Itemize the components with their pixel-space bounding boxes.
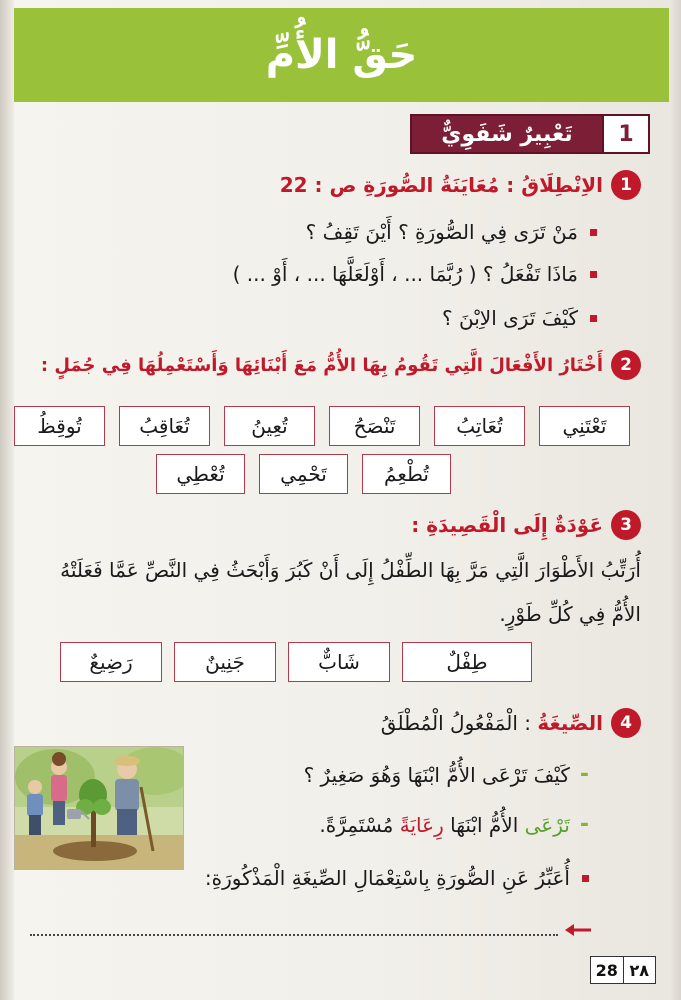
header-banner [14, 8, 669, 102]
q3-paragraph: أُرَتِّبُ الأَطْوَارَ الَّتِي مَرَّ بِهَا الطِّفْلُ إِلَى أَنْ كَبُرَ وَأَبْحَثُ فِي النَّصِّ عَمَّا فَعَلَتْهُ الأُمُّ فِي كُلِّ طَوْرٍ. [60, 558, 641, 626]
page-edge [669, 0, 681, 1000]
q1-title: الاِنْطِلَاقُ : مُعَايَنَةُ الصُّورَةِ ص : 22 [279, 173, 603, 197]
section-banner [410, 114, 650, 154]
q4-masdar: رِعَايَةً [399, 812, 444, 837]
q3-word-row [60, 642, 532, 682]
page-spine [0, 0, 14, 1000]
q2-number-badge: 2 [611, 350, 641, 380]
dash-icon: - [579, 762, 589, 787]
q4-line-1-text: كَيْفَ تَرْعَى الأُمُّ ابْنَهَا وَهُوَ صَغِيرٌ ؟ [303, 762, 570, 787]
dash-icon: - [579, 812, 589, 837]
illustration-icon [15, 747, 184, 870]
answer-dotted-line[interactable] [30, 922, 558, 936]
q1-number-badge: 1 [611, 170, 641, 200]
section-number: 1 [602, 116, 648, 152]
q4-title-label: الصِّيغَةُ [537, 711, 603, 735]
word-box: تُعَاتِبُ [434, 406, 525, 446]
q4-line-3 [205, 866, 589, 890]
word-box: تُعْطِي [156, 454, 245, 494]
bullet-square-icon [590, 271, 597, 278]
q3-title: عَوْدَةٌ إِلَى الْقَصِيدَةِ : [411, 513, 603, 537]
q4-line-2-mid: الأُمُّ ابْنَهَا [443, 812, 525, 837]
q4-number-badge: 4 [611, 708, 641, 738]
word-box: تُوقِظُ [14, 406, 105, 446]
q3-heading [411, 510, 641, 540]
q1-heading [280, 170, 641, 200]
q4-title-rest: : الْمَفْعُولُ الْمُطْلَقُ [380, 711, 538, 735]
q4-line-1 [304, 762, 589, 787]
q3-number-badge: 3 [611, 510, 641, 540]
q4-line-2-end: مُسْتَمِرَّةً. [319, 812, 400, 837]
q2-word-row-1 [14, 406, 630, 446]
q1-bullet-text: مَاذَا تَفْعَلُ ؟ ( رُبَّمَا ... ، أَوْلَعَلَّهَا ... ، أَوْ ... ) [232, 262, 578, 286]
word-box: طِفْلٌ [402, 642, 532, 682]
q4-line-3-text: أُعَبِّرُ عَنِ الصُّورَةِ بِاسْتِعْمَالِ الصِّيغَةِ الْمَذْكُورَةِ: [204, 866, 570, 890]
word-box: جَنِينٌ [174, 642, 276, 682]
word-box: تُطْعِمُ [362, 454, 451, 494]
word-box: شَابٌّ [288, 642, 390, 682]
q2-word-row-2 [156, 454, 451, 494]
q1-bullet-1 [306, 220, 597, 244]
q1-bullet-3 [442, 306, 597, 330]
section-label: تَعْبِيرٌ شَفَوِيٌّ [441, 121, 573, 147]
word-box: رَضِيعٌ [60, 642, 162, 682]
word-box: تَحْمِي [259, 454, 348, 494]
q1-bullet-text: كَيْفَ تَرَى الاِبْنَ ؟ [442, 306, 578, 330]
word-box: تُعِينُ [224, 406, 315, 446]
q4-verb: تَرْعَى [524, 812, 570, 837]
word-box: تُعَاقِبُ [119, 406, 210, 446]
q2-heading [41, 350, 641, 380]
q1-bullet-text: مَنْ تَرَى فِي الصُّورَةِ ؟ أَيْنَ تَقِفُ ؟ [305, 220, 578, 244]
bullet-square-icon [590, 229, 597, 236]
word-box: تَنْصَحُ [329, 406, 420, 446]
page-number-arabic: ٢٨ [623, 957, 656, 983]
bullet-square-icon [582, 875, 589, 882]
q2-title: أَخْتَارُ الأَفْعَالَ الَّتِي تَقُومُ بِهَا الأُمُّ مَعَ أَبْنَائِهَا وَأَسْتَعْمِلُهَا فِي جُمَلٍ : [40, 354, 603, 376]
q4-line-2 [319, 812, 589, 837]
page-title: حَقُّ الأُمِّ [265, 32, 418, 78]
illustration-mother-planting-tree [14, 746, 184, 870]
page-number-box [590, 956, 656, 984]
page-number-latin: 28 [595, 960, 618, 980]
arrow-left-icon [565, 922, 593, 938]
bullet-square-icon [590, 315, 597, 322]
q1-bullet-2 [233, 262, 597, 286]
q4-heading [381, 708, 641, 738]
word-box: تَعْتَنِي [539, 406, 630, 446]
